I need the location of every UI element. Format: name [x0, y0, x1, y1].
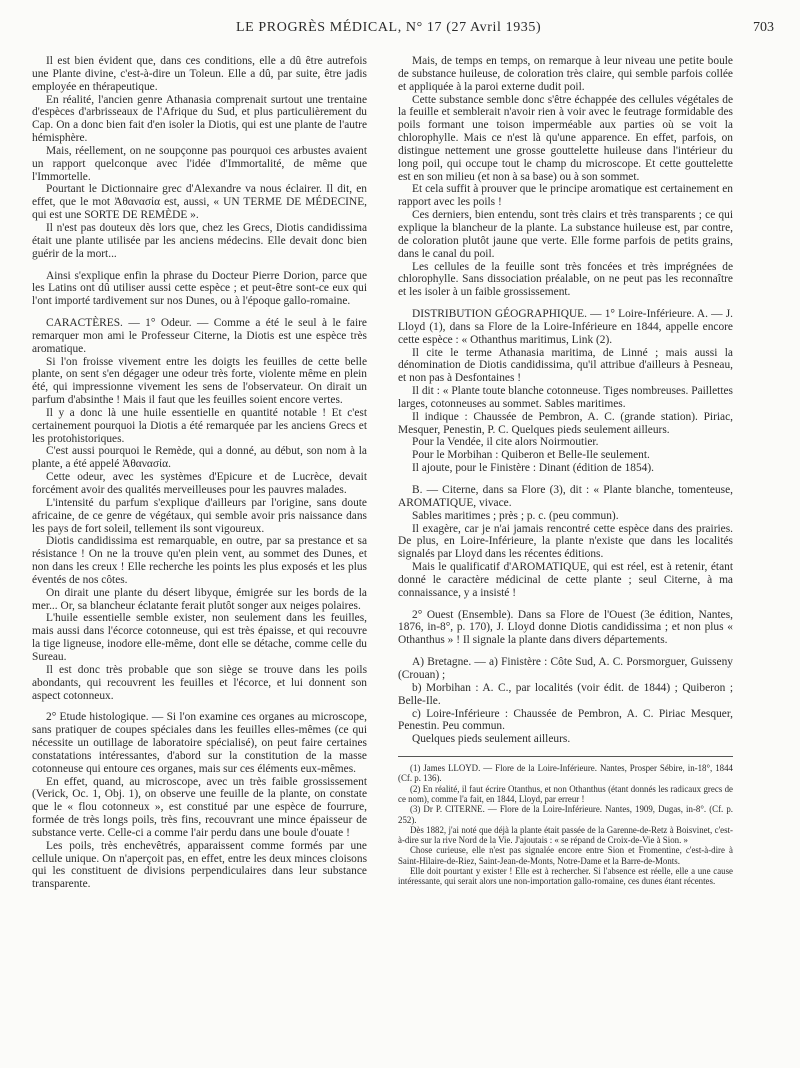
- paragraph: Sables maritimes ; près ; p. c. (peu commun).: [412, 509, 619, 522]
- footnote: (2) En réalité, il faut écrire Otanthus, et non Othanthus (étant donnés les radicaux grecs de ce nom), comme l'a fait, en 1844, Lloyd, par erreur !: [398, 783, 733, 804]
- footnote: Chose curieuse, elle n'est pas signalée encore entre Sion et Fromentine, c'est-à-dire à Saint-Hilaire-de-Riez, Saint-Jean-de-Monts, Notre-Dame et la Barre-de-Monts.: [398, 845, 733, 866]
- paragraph: Il ajoute, pour le Finistère : Dinant (édition de 1854).: [412, 462, 654, 475]
- paragraph: c) Loire-Inférieure : Chaussée de Pembron, A. C. Piriac Mesquer, Penestin. Peu commun.: [398, 707, 733, 733]
- footnote-rule: [398, 756, 733, 757]
- paragraph: Et cela suffit à prouver que le principe aromatique est certainement en rapport avec les poils !: [398, 183, 733, 209]
- paragraph: Mais, réellement, on ne soupçonne pas pourquoi ces arbustes avaient un rapport quelconque avec l'idée d'Immortalité, de même que l'Immortelle.: [32, 144, 367, 183]
- paragraph: Pour le Morbihan : Quiberon et Belle-Ile seulement.: [412, 449, 650, 462]
- footnote: Elle doit pourtant y exister ! Elle est à rechercher. Si l'absence est réelle, elle a une cause intéressante, qui serait alors une non-importation gallo-romaine, ces dunes étant récentes.: [398, 866, 733, 887]
- paragraph: L'intensité du parfum s'explique d'ailleurs par l'origine, sans doute africaine, de ce genre de végétaux, qui semble avoir pris naissance dans les pays de fort soleil, tellement ils sont vigoureux.: [32, 496, 367, 535]
- paragraph: Il indique : Chaussée de Pembron, A. C. (grande station). Piriac, Mesquer, Penestin, P. C. Quelques pieds seulement ailleurs.: [398, 410, 733, 436]
- footnote: (1) James LLOYD. — Flore de la Loire-Inférieure. Nantes, Prosper Sébire, in-18°, 1844 (Cf. p. 136).: [398, 763, 733, 784]
- paragraph: En réalité, l'ancien genre Athanasia comprenait surtout une trentaine d'espèces d'arbrisseaux de l'Afrique du Sud, et plus particulièrement du Cap. On a donc bien fait d'en isoler la Diotis, qui est une plante de l'autre hémisphère.: [32, 93, 367, 145]
- paragraph: Il est donc très probable que son siège se trouve dans les poils abondants, qui recouvrent les feuilles et l'écorce, et lui donnent son aspect cotonneux.: [32, 663, 367, 702]
- footnote: Dès 1882, j'ai noté que déjà la plante était passée de la Garenne-de-Retz à Boisvinet, c'est-à-dire sur la rive Nord de la Vie. J'ajoutais : « se répand de Croix-de-Vie à Sion. »: [398, 824, 733, 846]
- paragraph: Diotis candidissima est remarquable, en outre, par sa prestance et sa résistance ! On ne la trouve qu'en plein vent, au sommet des Dunes, et non dans les creux ! Elle recherche les points les plus exposés et les plus éventés de nos côtes.: [32, 535, 367, 586]
- paragraph: Les poils, très enchevêtrés, apparaissent comme formés par une cellule unique. On n'aperçoit pas, en effet, entre les deux minces cloisons qui les constituent de divisions perpendiculaires dans leur substance transparente.: [32, 839, 367, 891]
- paragraph: On dirait une plante du désert libyque, émigrée sur les bords de la mer... Or, sa blancheur éclatante ferait plutôt songer aux neiges polaires.: [32, 586, 367, 612]
- paragraph: C'est aussi pourquoi le Remède, qui a donné, au début, son nom à la plante, a été appelé Ἀθανασία.: [32, 445, 367, 471]
- footnote: (3) Dr P. CITERNE. — Flore de la Loire-Inférieure. Nantes, 1909, Dugas, in-8°. (Cf. p. 252).: [398, 804, 733, 825]
- paragraph: Il est bien évident que, dans ces conditions, elle a dû être autrefois une Plante divine, c'est-à-dire un Toleun. Elle a dû, par suite, être jadis employée en thérapeutique.: [32, 55, 367, 93]
- paragraph: Cette substance semble donc s'être échappée des cellules végétales de la feuille et semblerait n'avoir rien à voir avec le feutrage formidable des poils formant une toison imperméable aux parties où se voit la chlorophylle. Mais ce n'est là qu'une apparence. En effet, parfois, on distingue nettement une grosse gouttelette huileuse dans l'intérieur du long poil, qui occupe tout le champ du microscope. Et cette gouttelette est en son milieu (et non à sa base) ou à son sommet.: [398, 93, 733, 183]
- left-column: [32, 55, 367, 891]
- paragraph: Il y a donc là une huile essentielle en quantité notable ! Et c'est certainement pourquoi la Diotis a été remarquée par les anciens Grecs et les protohistoriques.: [32, 406, 367, 445]
- paragraph: En effet, quand, au microscope, avec un très faible grossissement (Verick, Oc. 1, Obj. 1), on observe une feuille de la plante, on constate que le « flou cotonneux », est constitué par une espèce de fourrure, formée de très longs poils, très fins, recouvrant une mince épaisseur de substance verte. Celle-ci a comme l'air perdu dans une boule d'ouate !: [32, 775, 367, 839]
- paragraph: Il n'est pas douteux dès lors que, chez les Grecs, Diotis candidissima était une plante utilisée par les anciens médecins. Elle devait donc bien guérir de la mort...: [32, 221, 367, 260]
- page-number: 703: [753, 20, 774, 35]
- right-column-body: [398, 55, 733, 746]
- paragraph: Mais, de temps en temps, on remarque à leur niveau une petite boule de substance huileuse, de coloration très claire, qui semble parfois collée et appliquée à la paroi externe dudit poil.: [398, 55, 733, 93]
- paragraph: Mais le qualificatif d'AROMATIQUE, qui est réel, est à retenir, étant donné le caractère médicinal de cette plante ; seul Citerne, à ma connaissance, y a insisté !: [398, 561, 733, 599]
- paragraph: B. — Citerne, dans sa Flore (3), dit : « Plante blanche, tomenteuse, AROMATIQUE, vivace.: [398, 484, 733, 509]
- paragraph: Ces derniers, bien entendu, sont très clairs et très transparents ; ce qui explique la blancheur de la plante. La substance huileuse est, par contre, de coloration plutôt jaune que verte. Elle forme parfois de petits grains, dans le canal du poil.: [398, 209, 733, 260]
- paragraph: Les cellules de la feuille sont très foncées et très imprégnées de chlorophylle. Sans dissociation préalable, on ne peut pas les reconnaître et les isoler à un faible grossissement.: [398, 260, 733, 299]
- paragraph: 2° Etude histologique. — Si l'on examine ces organes au microscope, sans pratiquer de coupes spéciales dans les feuilles elles-mêmes (ce qui nécessite un outillage de laboratoire spécialisé), on peut faire certaines constatations intéressantes, d'abord sur la constitution de la masse cotonneuse qui entoure ces organes, mais sur ces éléments eux-mêmes.: [32, 711, 367, 775]
- right-column: [398, 55, 733, 887]
- journal-title: LE PROGRÈS MÉDICAL, N° 17 (27 Avril 1935): [236, 20, 542, 35]
- paragraph: Il exagère, car je n'ai jamais rencontré cette espèce dans des prairies. De plus, en Loire-Inférieure, la plante n'existe que dans les localités signalés par Lloyd dans les récentes éditions.: [398, 522, 733, 561]
- paragraph: CARACTÈRES. — 1° Odeur. — Comme a été le seul à le faire remarquer mon ami le Professeur Citerne, la Diotis est une espèce très aromatique.: [32, 317, 367, 355]
- paragraph: 2° Ouest (Ensemble). Dans sa Flore de l'Ouest (3e édition, Nantes, 1876, in-8°, p. 170), J. Lloyd donne Diotis candidissima ; et non plus « Othanthus » ! Il signale la plante dans divers départements.: [398, 608, 733, 647]
- paragraph: Cette odeur, avec les systèmes d'Epicure et de Lucrèce, devait forcément avoir des qualités merveilleuses pour les pauvres malades.: [32, 471, 367, 496]
- paragraph: Si l'on froisse vivement entre les doigts les feuilles de cette belle plante, on sent s'en dégager une odeur très forte, violente même en plein été, qui impressionne vivement les sens de l'observateur. On dirait un parfum d'absinthe ! Mais il faut que les feuilles soient encore vertes.: [32, 355, 367, 407]
- paragraph: DISTRIBUTION GÉOGRAPHIQUE. — 1° Loire-Inférieure. A. — J. Lloyd (1), dans sa Flore de la Loire-Inférieure en 1844, appelle encore cette espèce : « Othanthus maritimus, Link (2).: [398, 308, 733, 346]
- paragraph: Il dit : « Plante toute blanche cotonneuse. Tiges nombreuses. Paillettes larges, cotonneuses au sommet. Sables maritimes.: [398, 385, 733, 410]
- paragraph: Ainsi s'explique enfin la phrase du Docteur Pierre Dorion, parce que les Latins ont dû utiliser aussi cette espèce ; et peut-être sont-ce eux qui l'ont importé tardivement sur nos Dunes, ou à l'époque gallo-romaine.: [32, 269, 367, 308]
- paragraph: Il cite le terme Athanasia maritima, de Linné ; mais aussi la dénomination de Diotis candidissima, qu'il attribue d'ailleurs à Pesneau, et non pas à Desfontaines !: [398, 346, 733, 385]
- paragraph: b) Morbihan : A. C., par localités (voir édit. de 1844) ; Quiberon ; Belle-Ile.: [398, 681, 733, 707]
- paragraph: Quelques pieds seulement ailleurs.: [412, 733, 571, 746]
- page-header: [28, 20, 780, 40]
- paragraph: L'huile essentielle semble exister, non seulement dans les feuilles, mais aussi dans l'écorce cotonneuse, qui est très épaisse, et qui recouvre la tige ligneuse, inodore elle-même, dont elle se détache, comme celle du Sureau.: [32, 612, 367, 663]
- paragraph: A) Bretagne. — a) Finistère : Côte Sud, A. C. Porsmorguer, Guisseny (Crouan) ;: [398, 656, 733, 681]
- paragraph: Pour la Vendée, il cite alors Noirmoutier.: [412, 436, 599, 449]
- footnotes: [398, 763, 733, 887]
- paragraph: Pourtant le Dictionnaire grec d'Alexandre va nous éclairer. Il dit, en effet, que le mot Ἀθανασία est, aussi, « UN TERME DE MÉDECINE, qui est une SORTE DE REMÈDE ».: [32, 183, 367, 222]
